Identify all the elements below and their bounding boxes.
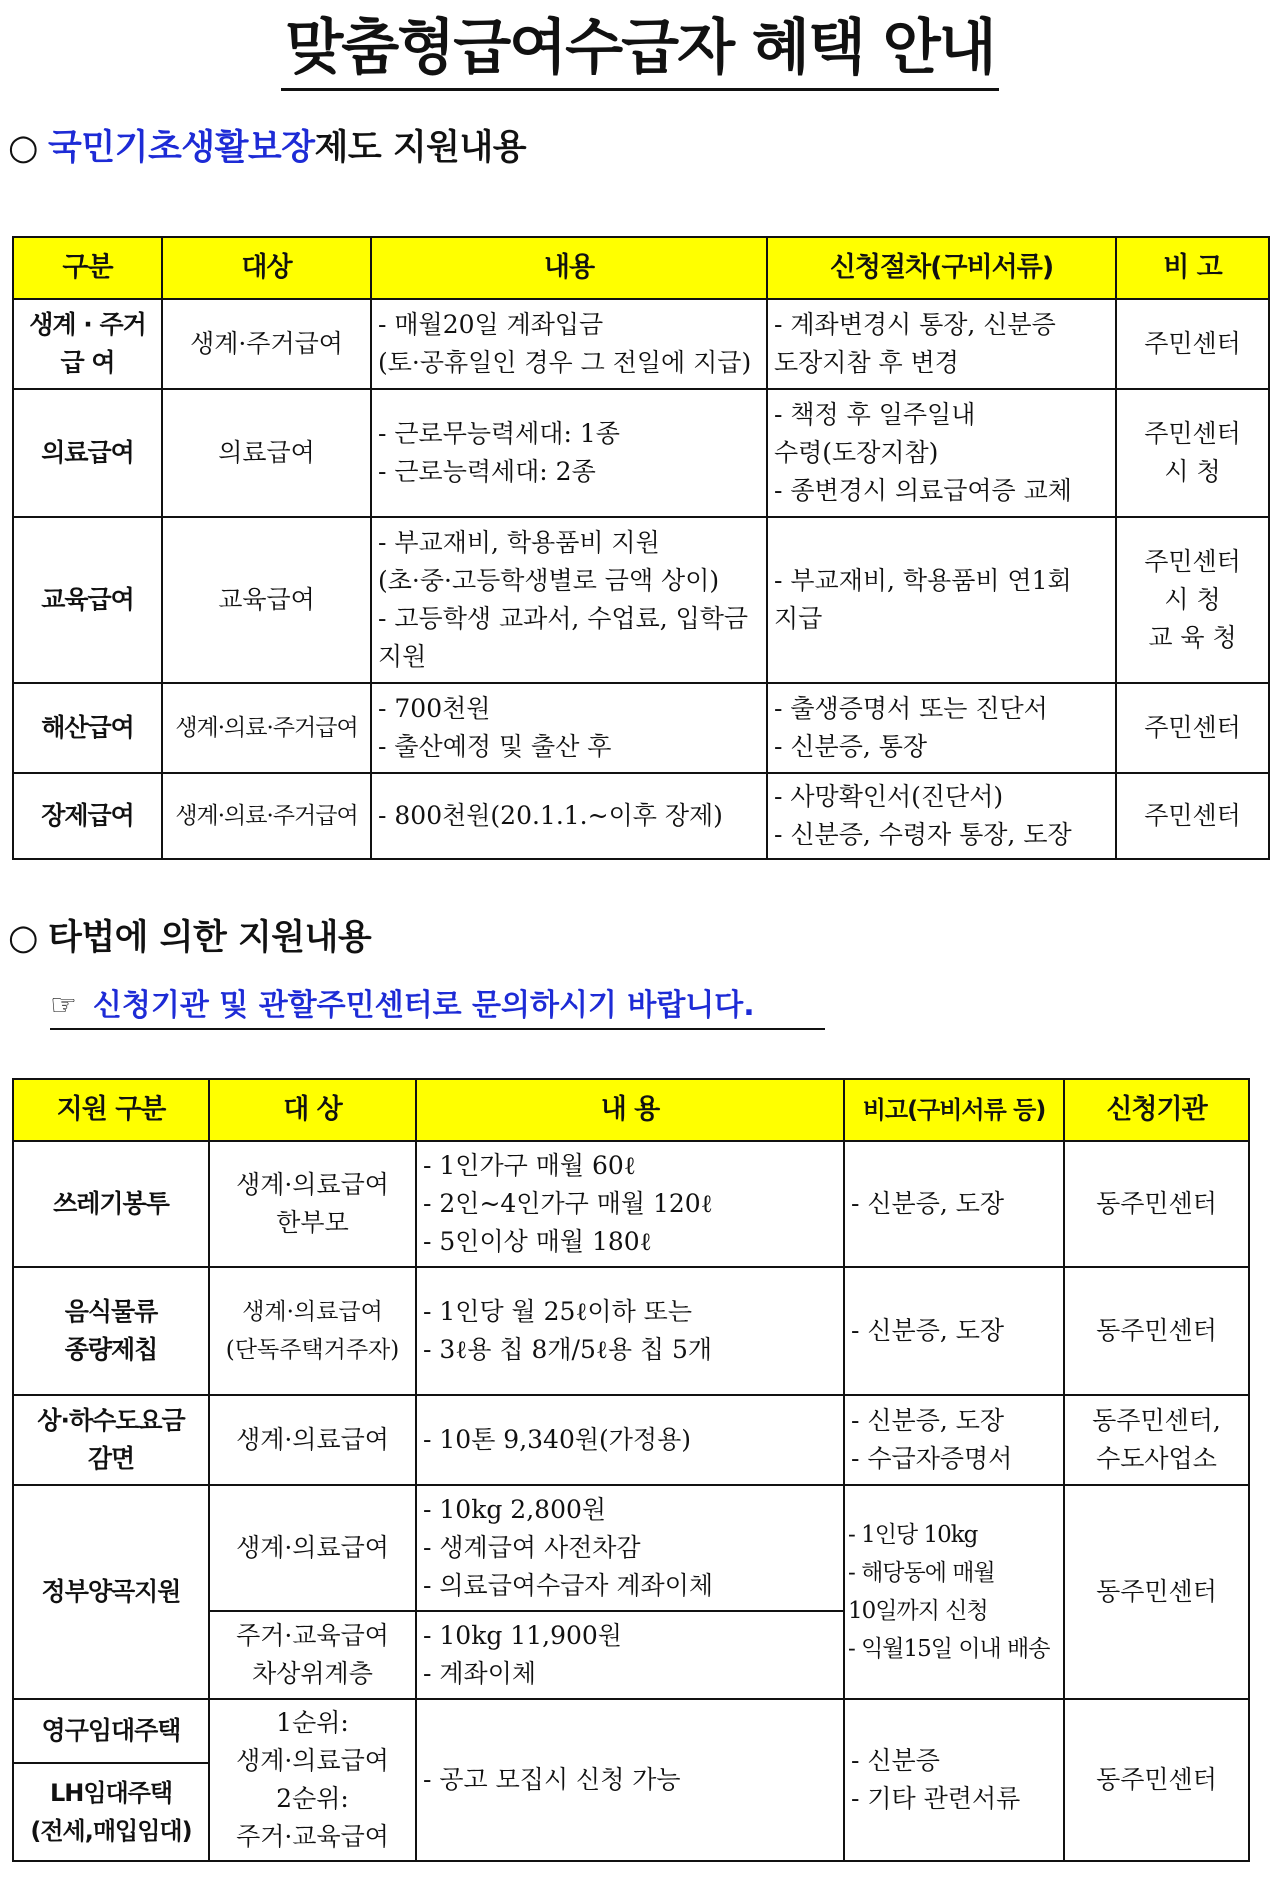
row-target: 생계·의료급여 (단독주택거주자): [209, 1267, 416, 1395]
row-category: 의료급여: [13, 389, 162, 517]
circle-bullet-icon: ○: [8, 128, 39, 168]
row-target: 의료급여: [162, 389, 371, 517]
row-note: - 신분증, 도장 - 수급자증명서: [844, 1395, 1064, 1485]
row-target: 생계·의료·주거급여: [162, 773, 371, 859]
header-note: 비고(구비서류 등): [844, 1079, 1064, 1141]
row-note: 주민센터: [1116, 683, 1269, 773]
row-procedure: - 부교재비, 학용품비 연1회 지급: [767, 517, 1116, 683]
row-content: - 1인가구 매월 60ℓ - 2인~4인가구 매월 120ℓ - 5인이상 매월 180ℓ: [416, 1141, 844, 1267]
row-category: 쓰레기봉투: [13, 1141, 209, 1267]
row-target: 생계·의료·주거급여: [162, 683, 371, 773]
row-category: 생계 · 주거 급 여: [13, 299, 162, 389]
row-note: 주민센터 시 청 교 육 청: [1116, 517, 1269, 683]
inquiry-notice-text: 신청기관 및 관할주민센터로 문의하시기 바랍니다.: [92, 988, 755, 1023]
table-row-water-fee: [13, 1395, 1249, 1485]
circle-bullet-icon: ○: [8, 918, 39, 958]
table-row-housing-a: [13, 1699, 1249, 1763]
row-procedure: - 사망확인서(진단서) - 신분증, 수령자 통장, 도장: [767, 773, 1116, 859]
table-row-childbirth: [13, 683, 1269, 773]
other-law-benefits-table: [12, 1078, 1250, 1862]
row-content: - 1인당 월 25ℓ이하 또는 - 3ℓ용 칩 8개/5ℓ용 칩 5개: [416, 1267, 844, 1395]
section-heading-text: 타법에 의한 지원내용: [48, 918, 372, 958]
row-procedure: - 계좌변경시 통장, 신분증 도장지참 후 변경: [767, 299, 1116, 389]
table-row-medical: [13, 389, 1269, 517]
row-category: 영구임대주택: [13, 1699, 209, 1763]
inquiry-notice: [50, 980, 825, 1030]
row-category: LH임대주택 (전세,매입임대): [13, 1763, 209, 1861]
row-category: 정부양곡지원: [13, 1485, 209, 1699]
header-content: 내용: [371, 237, 767, 299]
basic-livelihood-benefits-table: [12, 236, 1270, 860]
header-content: 내 용: [416, 1079, 844, 1141]
table-row-grain-a: [13, 1485, 1249, 1611]
table-row-livelihood-housing: [13, 299, 1269, 389]
row-agency: 동주민센터: [1064, 1699, 1249, 1861]
pointing-hand-icon: ☞: [50, 988, 77, 1023]
row-content: - 근로무능력세대: 1종 - 근로능력세대: 2종: [371, 389, 767, 517]
row-content: - 매월20일 계좌입금 (토·공휴일인 경우 그 전일에 지급): [371, 299, 767, 389]
table-row-funeral: [13, 773, 1269, 859]
row-agency: 동주민센터: [1064, 1267, 1249, 1395]
row-content: - 10kg 11,900원 - 계좌이체: [416, 1611, 844, 1699]
section-heading-highlight: 국민기초생활보장: [48, 128, 315, 168]
row-content: - 공고 모집시 신청 가능: [416, 1699, 844, 1861]
table-row-education: [13, 517, 1269, 683]
row-procedure: - 출생증명서 또는 진단서 - 신분증, 통장: [767, 683, 1116, 773]
row-agency: 동주민센터: [1064, 1485, 1249, 1699]
row-note: - 1인당 10kg - 해당동에 매월 10일까지 신청 - 익월15일 이내 배송: [844, 1485, 1064, 1699]
row-note: - 신분증, 도장: [844, 1267, 1064, 1395]
row-procedure: - 책정 후 일주일내 수령(도장지참) - 종변경시 의료급여증 교체: [767, 389, 1116, 517]
header-agency: 신청기관: [1064, 1079, 1249, 1141]
row-note: 주민센터: [1116, 299, 1269, 389]
row-target: 생계·주거급여: [162, 299, 371, 389]
row-note: - 신분증 - 기타 관련서류: [844, 1699, 1064, 1861]
row-category: 음식물류 종량제칩: [13, 1267, 209, 1395]
row-note: 주민센터: [1116, 773, 1269, 859]
row-content: - 10톤 9,340원(가정용): [416, 1395, 844, 1485]
row-target: 생계·의료급여: [209, 1485, 416, 1611]
table-row-food-waste: [13, 1267, 1249, 1395]
row-category: 상·하수도요금 감면: [13, 1395, 209, 1485]
header-target: 대상: [162, 237, 371, 299]
table-header-row: [13, 237, 1269, 299]
table-row-waste-bags: [13, 1141, 1249, 1267]
row-content: - 800천원(20.1.1.~이후 장제): [371, 773, 767, 859]
row-content: - 700천원 - 출산예정 및 출산 후: [371, 683, 767, 773]
row-target: 교육급여: [162, 517, 371, 683]
section-heading-basic-livelihood: [8, 120, 526, 170]
section-heading-other-laws: [8, 910, 371, 960]
row-note: 주민센터 시 청: [1116, 389, 1269, 517]
row-target: 주거·교육급여 차상위계층: [209, 1611, 416, 1699]
row-category: 교육급여: [13, 517, 162, 683]
header-category: 지원 구분: [13, 1079, 209, 1141]
table-header-row: [13, 1079, 1249, 1141]
header-target: 대 상: [209, 1079, 416, 1141]
page-title: 맞춤형급여수급자 혜택 안내: [281, 10, 998, 91]
row-content: - 부교재비, 학용품비 지원 (초·중·고등학생별로 금액 상이) - 고등학생 교과서, 수업료, 입학금 지원: [371, 517, 767, 683]
row-category: 장제급여: [13, 773, 162, 859]
header-procedure: 신청절차(구비서류): [767, 237, 1116, 299]
section-heading-rest: 제도 지원내용: [314, 128, 527, 168]
header-category: 구분: [13, 237, 162, 299]
row-agency: 동주민센터: [1064, 1141, 1249, 1267]
row-category: 해산급여: [13, 683, 162, 773]
row-target: 생계·의료급여 한부모: [209, 1141, 416, 1267]
row-target: 생계·의료급여: [209, 1395, 416, 1485]
page-title-wrap: [0, 10, 1280, 91]
row-target: 1순위: 생계·의료급여 2순위: 주거·교육급여: [209, 1699, 416, 1861]
row-agency: 동주민센터, 수도사업소: [1064, 1395, 1249, 1485]
row-note: - 신분증, 도장: [844, 1141, 1064, 1267]
row-content: - 10kg 2,800원 - 생계급여 사전차감 - 의료급여수급자 계좌이체: [416, 1485, 844, 1611]
header-note: 비 고: [1116, 237, 1269, 299]
